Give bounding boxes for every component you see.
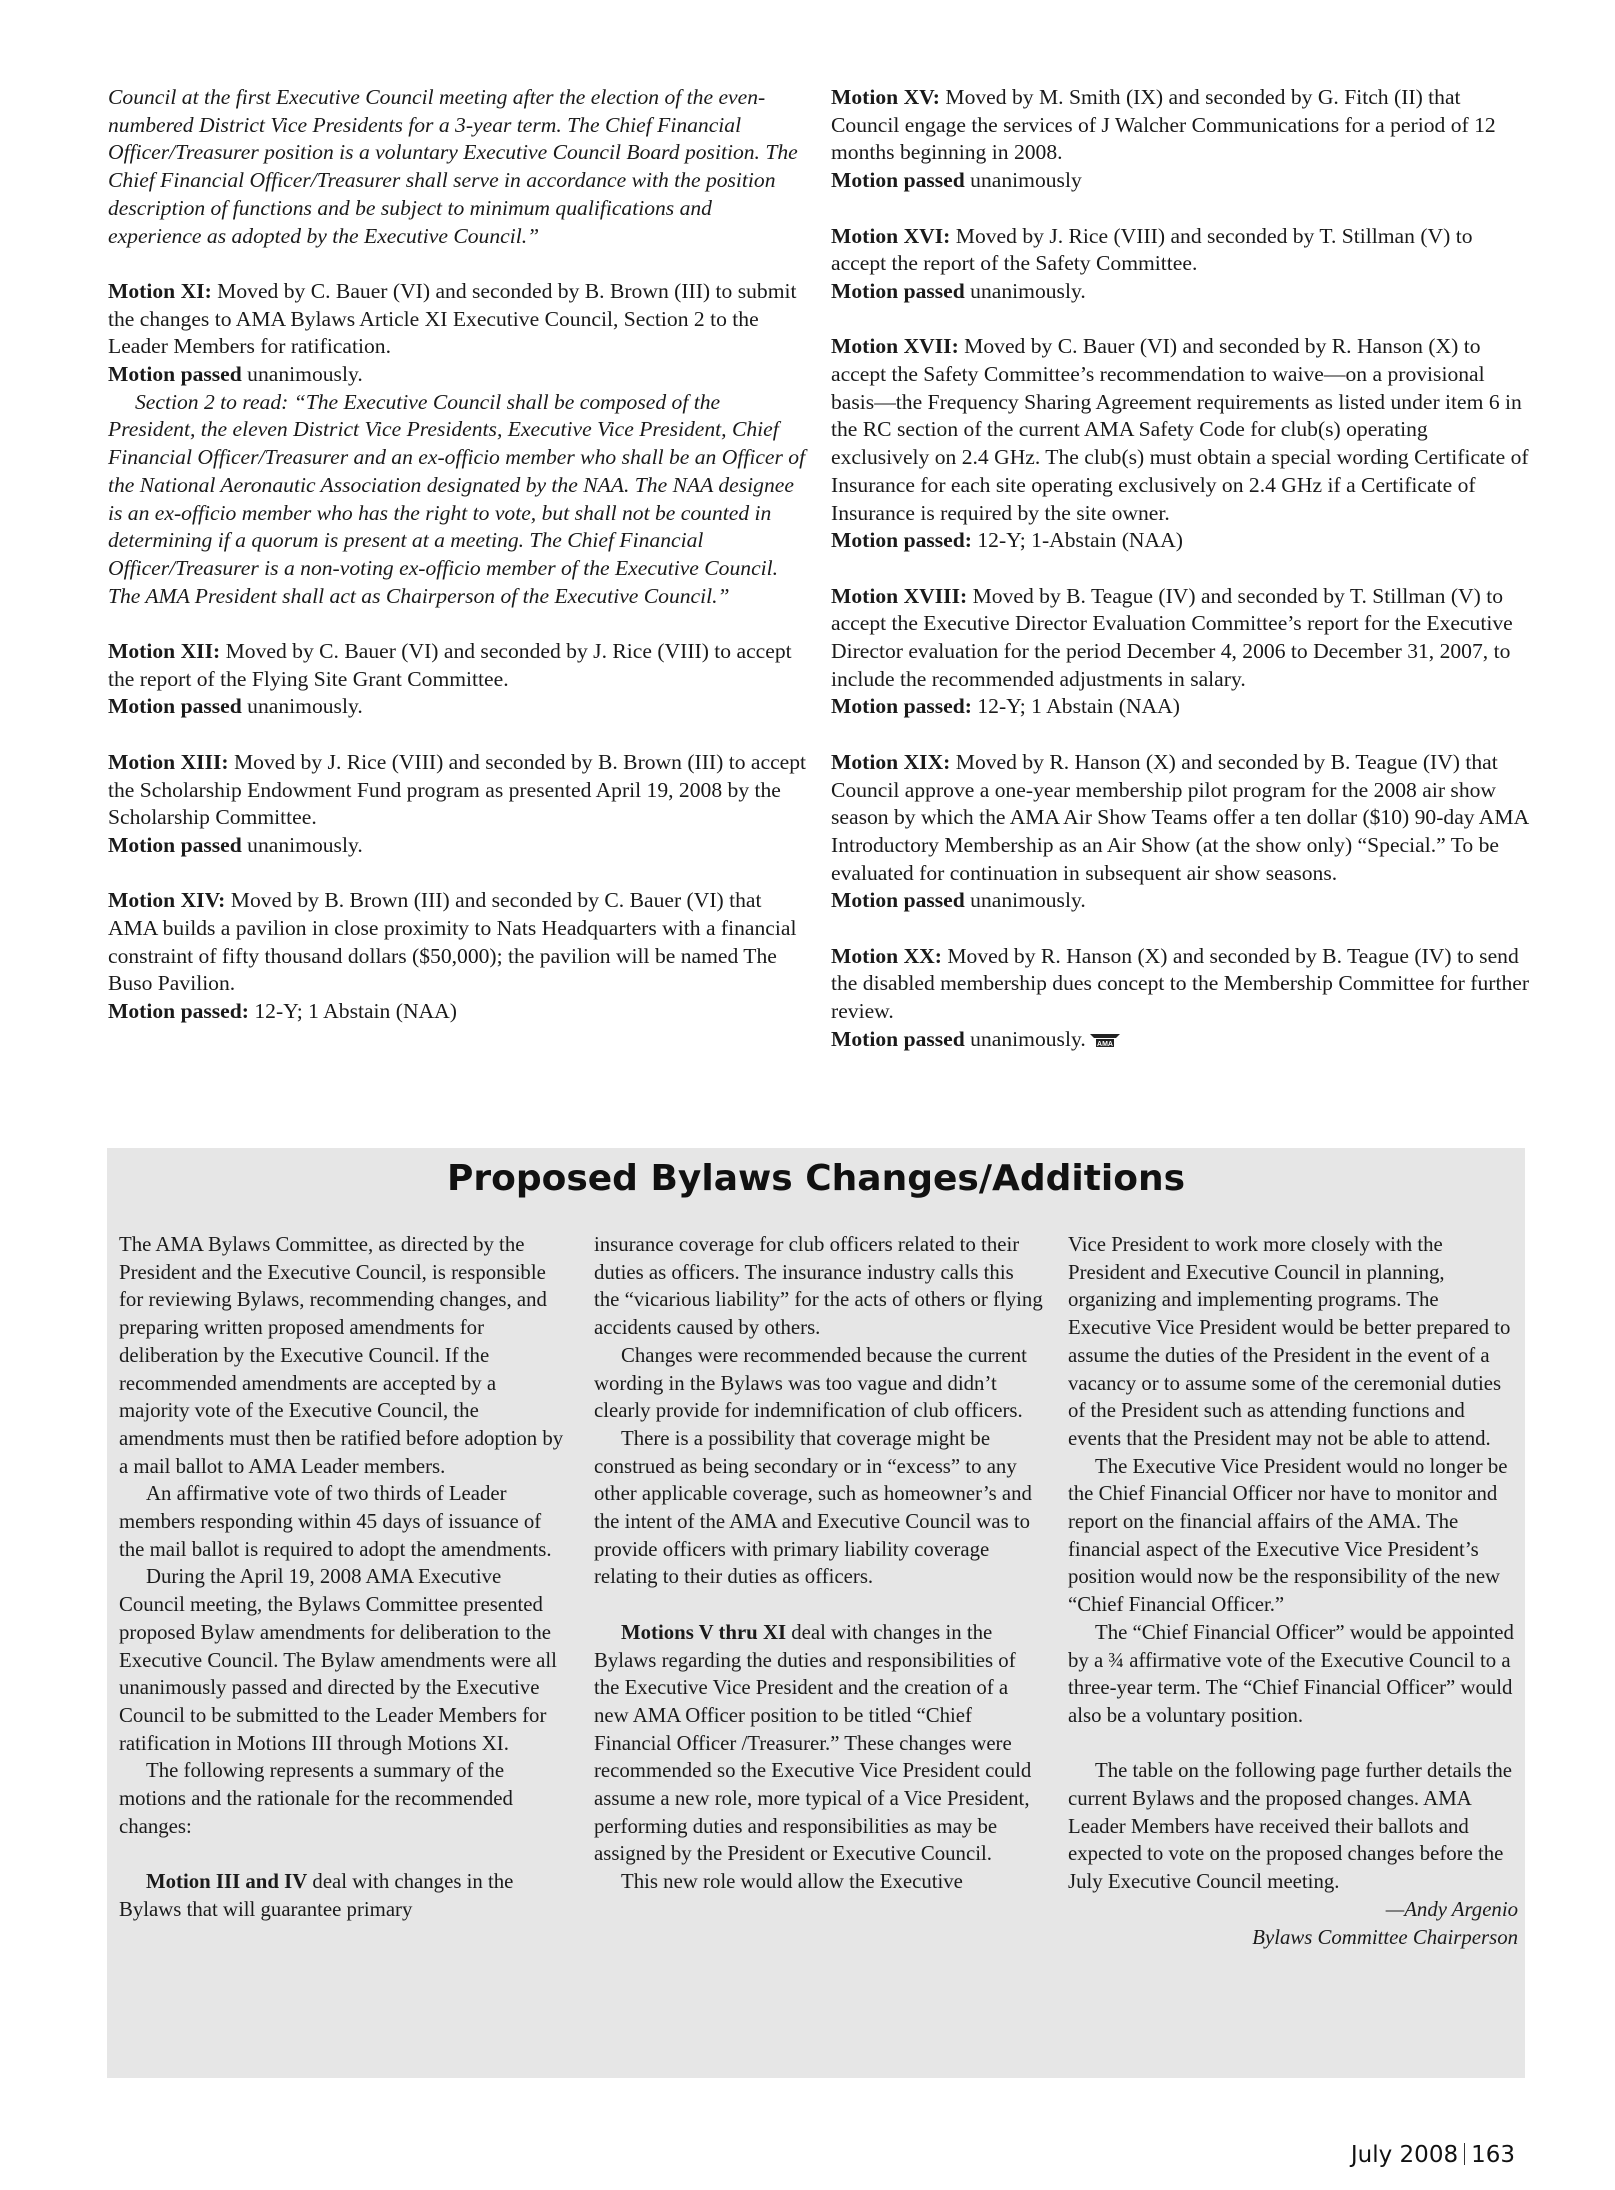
bylaws-column-2 [594, 1231, 1044, 1896]
paragraph: An affirmative vote of two thirds of Leader members responding within 45 days of issuance of the mail ballot is required to adopt the amendments. [119, 1482, 552, 1561]
paragraph: Vice President to work more closely with the President and Executive Council in planning, organizing and implementing programs. The Executive Vice President would be better prepared to assume the duties of the President in the event of a vacancy or to assume some of the ceremonial duties of the President such as attending functions and events that the President may not be able to attend. [1068, 1233, 1511, 1450]
page-number: 163 [1471, 2142, 1515, 2168]
motion-xv: Motion XV: Moved by M. Smith (IX) and seconded by G. Fitch (II) that Council engage the services of J Walcher Communications for a period of 12 months beginning in 2008. [831, 85, 1496, 165]
paragraph: The AMA Bylaws Committee, as directed by the President and the Executive Council, is responsible for reviewing Bylaws, recommending changes, and preparing written proposed amendments for deliberation by the Executive Council. If the recommended amendments are accepted by a majority vote of the Executive Council, the amendments must then be ratified before adoption by a mail ballot to AMA Leader members. [119, 1233, 564, 1478]
section-2-text: Section 2 to read: “The Executive Council shall be composed of the President, the eleven District Vice Presidents, Executive Vice President, Chief Financial Officer/Treasurer and an ex-officio member who shall be an Officer of the National Aeronautic Association designated by the NAA. The NAA designee is an ex-officio member who has the right to vote, but shall not be counted in determining if a quorum is present at a meeting. The Chief Financial Officer/Treasurer is a non-voting ex-officio member of the Executive Council. The AMA President shall act as Chairperson of the Executive Council.” [108, 389, 806, 608]
motion-xvii-result: Motion passed: 12-Y; 1-Abstain (NAA) [831, 528, 1183, 553]
ama-logo-icon [1090, 1028, 1120, 1056]
motion-label: Motion XI: [108, 278, 212, 303]
motion-xi-result: Motion passed unanimously. [108, 362, 363, 387]
paragraph: The “Chief Financial Officer” would be appointed by a ¾ affirmative vote of the Executive Council to a three-year term. The “Chief Financial Officer” would also be a voluntary position. [1068, 1620, 1514, 1727]
motion-xiv: Motion XIV: Moved by B. Brown (III) and seconded by C. Bauer (VI) that AMA builds a pavilion in close proximity to Nats Headquarters with a financial constraint of fifty thousand dollars ($50,000); the pavilion will be named The Buso Pavilion. [108, 888, 797, 996]
motion-xix: Motion XIX: Moved by R. Hanson (X) and seconded by B. Teague (IV) that Council approve a one-year membership pilot program for the 2008 air show season by which the AMA Air Show Teams offer a ten dollar ($10) 90-day AMA Introductory Membership as an Air Show (at the show only) “Special.” To be evaluated for continuation in subsequent air show seasons. [831, 749, 1528, 885]
bylaws-column-3 [1068, 1231, 1518, 1951]
page-footer [1351, 2142, 1515, 2168]
right-column [831, 84, 1531, 1056]
motion-xi: Motion XI: Moved by C. Bauer (VI) and seconded by B. Brown (III) to submit the changes to AMA Bylaws Article XI Executive Council, Section 2 to the Leader Members for ratification. [108, 278, 797, 359]
bylaws-column-1 [119, 1231, 569, 1924]
paragraph: insurance coverage for club officers related to their duties as officers. The insurance industry calls this the “vicarious liability” for the acts of others or flying accidents caused by others. [594, 1233, 1043, 1340]
motion-xviii: Motion XVIII: Moved by B. Teague (IV) and seconded by T. Stillman (V) to accept the Executive Director Evaluation Committee’s report for the Executive Director evaluation for the period December 4, 2006 to December 31, 2007, to include the recommended adjustments in salary. [831, 583, 1513, 691]
bylaws-section [107, 1148, 1525, 2078]
section-title: Proposed Bylaws Changes/Additions [446, 1158, 1186, 1199]
signature-title: Bylaws Committee Chairperson [1252, 1925, 1518, 1949]
paragraph: The Executive Vice President would no longer be the Chief Financial Officer nor have to monitor and report on the financial affairs of the AMA. The financial aspect of the Executive Vice President’s position would now be the responsibility of the new “Chief Financial Officer.” [1068, 1454, 1508, 1617]
motion-xx-result: Motion passed unanimously. AMA [831, 1026, 1531, 1056]
paragraph: There is a possibility that coverage might be construed as being secondary or in “excess” to any other applicable coverage, such as homeowner’s and the intent of the AMA and Executive Council was to provide officers with primary liability coverage relating to their duties as officers. [594, 1426, 1032, 1589]
motion-xix-result: Motion passed unanimously. [831, 888, 1086, 913]
motion-xviii-result: Motion passed: 12-Y; 1 Abstain (NAA) [831, 694, 1180, 719]
paragraph: The table on the following page further details the current Bylaws and the proposed changes. AMA Leader Members have received their ballots and expected to vote on the proposed changes before the July Executive Council meeting. [1068, 1759, 1512, 1894]
motion-xvii: Motion XVII: Moved by C. Bauer (VI) and seconded by R. Hanson (X) to accept the Safety Committee’s recommendation to waive—on a provisional basis—the Frequency Sharing Agreement requirements as listed under item 6 in the RC section of the current AMA Safety Code for club(s) operating exclusively on 2.4 GHz. The club(s) must obtain a special wording Certificate of Insurance for each site operating exclusively on 2.4 GHz if a Certificate of Insurance is required by the site owner. [831, 334, 1529, 525]
motion-xvi-result: Motion passed unanimously. [831, 278, 1086, 303]
motion-xii: Motion XII: Moved by C. Bauer (VI) and seconded by J. Rice (VIII) to accept the report of the Flying Site Grant Committee. [108, 639, 792, 691]
bylaw-quote-continuation: Council at the first Executive Council meeting after the election of the even-numbered District Vice Presidents for a 3-year term. The Chief Financial Officer/Treasurer position is a voluntary Executive Council Board position. The Chief Financial Officer/Treasurer shall serve in accordance with the position description of functions and be subject to minimum qualifications and experience as adopted by the Executive Council.” [108, 85, 798, 248]
issue-date: July 2008 [1350, 2142, 1459, 2168]
paragraph: Changes were recommended because the current wording in the Bylaws was too vague and didn’t clearly provide for indemnification of club officers. [594, 1343, 1027, 1423]
paragraph: This new role would allow the Executive [621, 1870, 963, 1894]
motion-xv-result: Motion passed unanimously [831, 168, 1082, 193]
paragraph: Motion III and IV deal with changes in the Bylaws that will guarantee primary [119, 1870, 514, 1921]
motion-xvi: Motion XVI: Moved by J. Rice (VIII) and seconded by T. Stillman (V) to accept the report of the Safety Committee. [831, 223, 1473, 276]
motion-xiii-result: Motion passed unanimously. [108, 832, 363, 857]
paragraph: During the April 19, 2008 AMA Executive Council meeting, the Bylaws Committee presented proposed Bylaw amendments for deliberation to the Executive Council. The Bylaw amendments were all unanimously passed and directed by the Executive Council to be submitted to the Leader Members for ratification in Motions III through Motions XI. [119, 1565, 557, 1755]
motion-xiv-result: Motion passed: 12-Y; 1 Abstain (NAA) [108, 999, 457, 1024]
paragraph: Motions V thru XI deal with changes in the Bylaws regarding the duties and responsibilities of the Executive Vice President and the creation of a new AMA Officer position to be titled “Chief Financial Officer /Treasurer.” These changes were recommended so the Executive Vice President could assume a new role, more typical of a Vice President, performing duties and responsibilities as may be assigned by the President or Executive Council. [594, 1620, 1032, 1866]
signature-name: —Andy Argenio [1385, 1897, 1518, 1921]
paragraph: The following represents a summary of the motions and the rationale for the recommended changes: [119, 1759, 513, 1838]
motion-xii-result: Motion passed unanimously. [108, 694, 363, 719]
motion-xx: Motion XX: Moved by R. Hanson (X) and seconded by B. Teague (IV) to send the disabled membership dues concept to the Membership Committee for further review. [831, 943, 1530, 1024]
motion-xiii: Motion XIII: Moved by J. Rice (VIII) and seconded by B. Brown (III) to accept the Scholarship Endowment Fund program as presented April 19, 2008 by the Scholarship Committee. [108, 749, 807, 830]
left-column [108, 84, 808, 1026]
svg-text:AMA: AMA [1096, 1040, 1113, 1048]
footer-divider [1464, 2143, 1465, 2165]
